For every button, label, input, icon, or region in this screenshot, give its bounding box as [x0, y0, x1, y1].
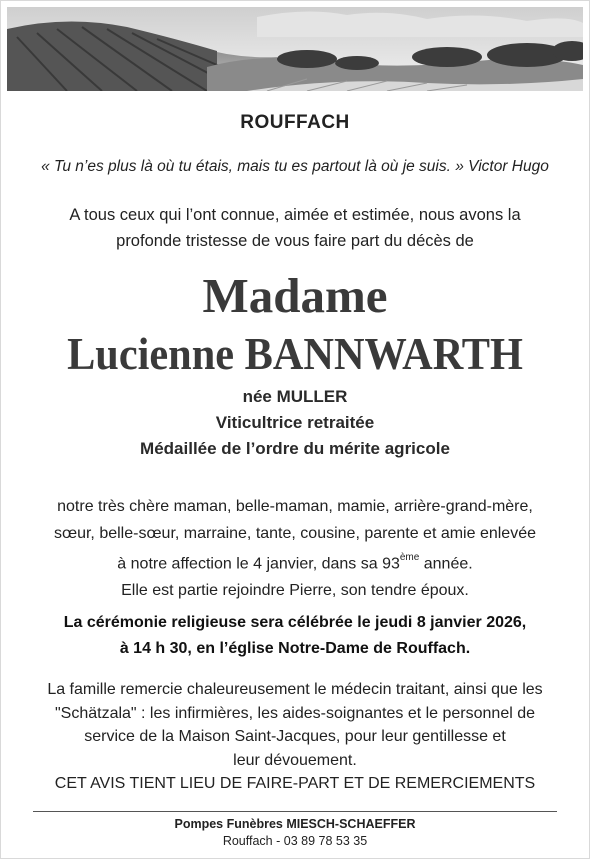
footer-divider [33, 811, 557, 812]
honor: Médaillée de l’ordre du mérite agricole [140, 439, 450, 458]
family-line [0, 547, 590, 578]
age-text-end: année. [419, 555, 473, 573]
intro-text [0, 202, 590, 254]
deceased-details [0, 384, 590, 462]
victor-hugo-quote: « Tu n’es plus là où tu étais, mais tu es partout là où je suis. » Victor Hugo [41, 158, 549, 175]
thanks-text [0, 678, 590, 796]
ceremony-line: La cérémonie religieuse sera célébrée le jeudi 8 janvier 2026, [63, 614, 527, 631]
ordinal-suffix: ème [399, 552, 420, 563]
deceased-name: Lucienne BANNWARTH [67, 328, 523, 379]
deceased-title: Madame [202, 268, 388, 323]
family-line: notre très chère maman, belle-maman, mamie, arrière-grand-mère, [57, 498, 533, 515]
family-text [0, 494, 590, 604]
age-text: à notre affection le 4 janvier, dans sa 93 [117, 555, 400, 573]
vineyard-banner-image [7, 7, 583, 91]
thanks-line: service de la Maison Saint-Jacques, pour leur gentillesse et [84, 728, 506, 745]
intro-line: profonde tristesse de vous faire part du décès de [116, 232, 474, 250]
thanks-line: La famille remercie chaleureusement le médecin traitant, ainsi que les [47, 681, 543, 698]
ceremony-announcement [0, 610, 590, 662]
thanks-line: leur dévouement. [233, 751, 357, 769]
family-line: Elle est partie rejoindre Pierre, son tendre époux. [121, 581, 469, 599]
thanks-line: "Schätzala" : les infirmières, les aides-soignantes et le personnel de [54, 704, 536, 722]
intro-line: A tous ceux qui l’ont connue, aimée et estimée, nous avons la [69, 206, 521, 224]
family-line: sœur, belle-sœur, marraine, tante, cousine, parente et amie enlevée [53, 524, 536, 542]
profession: Viticultrice retraitée [215, 413, 375, 432]
maiden-name: née MULLER [242, 387, 348, 406]
notice-statement: CET AVIS TIENT LIEU DE FAIRE-PART ET DE REMERCIEMENTS [54, 775, 536, 792]
funeral-home-contact: Rouffach - 03 89 78 53 35 [222, 834, 368, 848]
funeral-home-name: Pompes Funèbres MIESCH-SCHAEFFER [174, 817, 416, 831]
ceremony-line: à 14 h 30, en l’église Notre-Dame de Rouffach. [119, 640, 471, 657]
town-heading: ROUFFACH [240, 112, 350, 133]
vineyard-landscape-illustration [7, 7, 583, 91]
